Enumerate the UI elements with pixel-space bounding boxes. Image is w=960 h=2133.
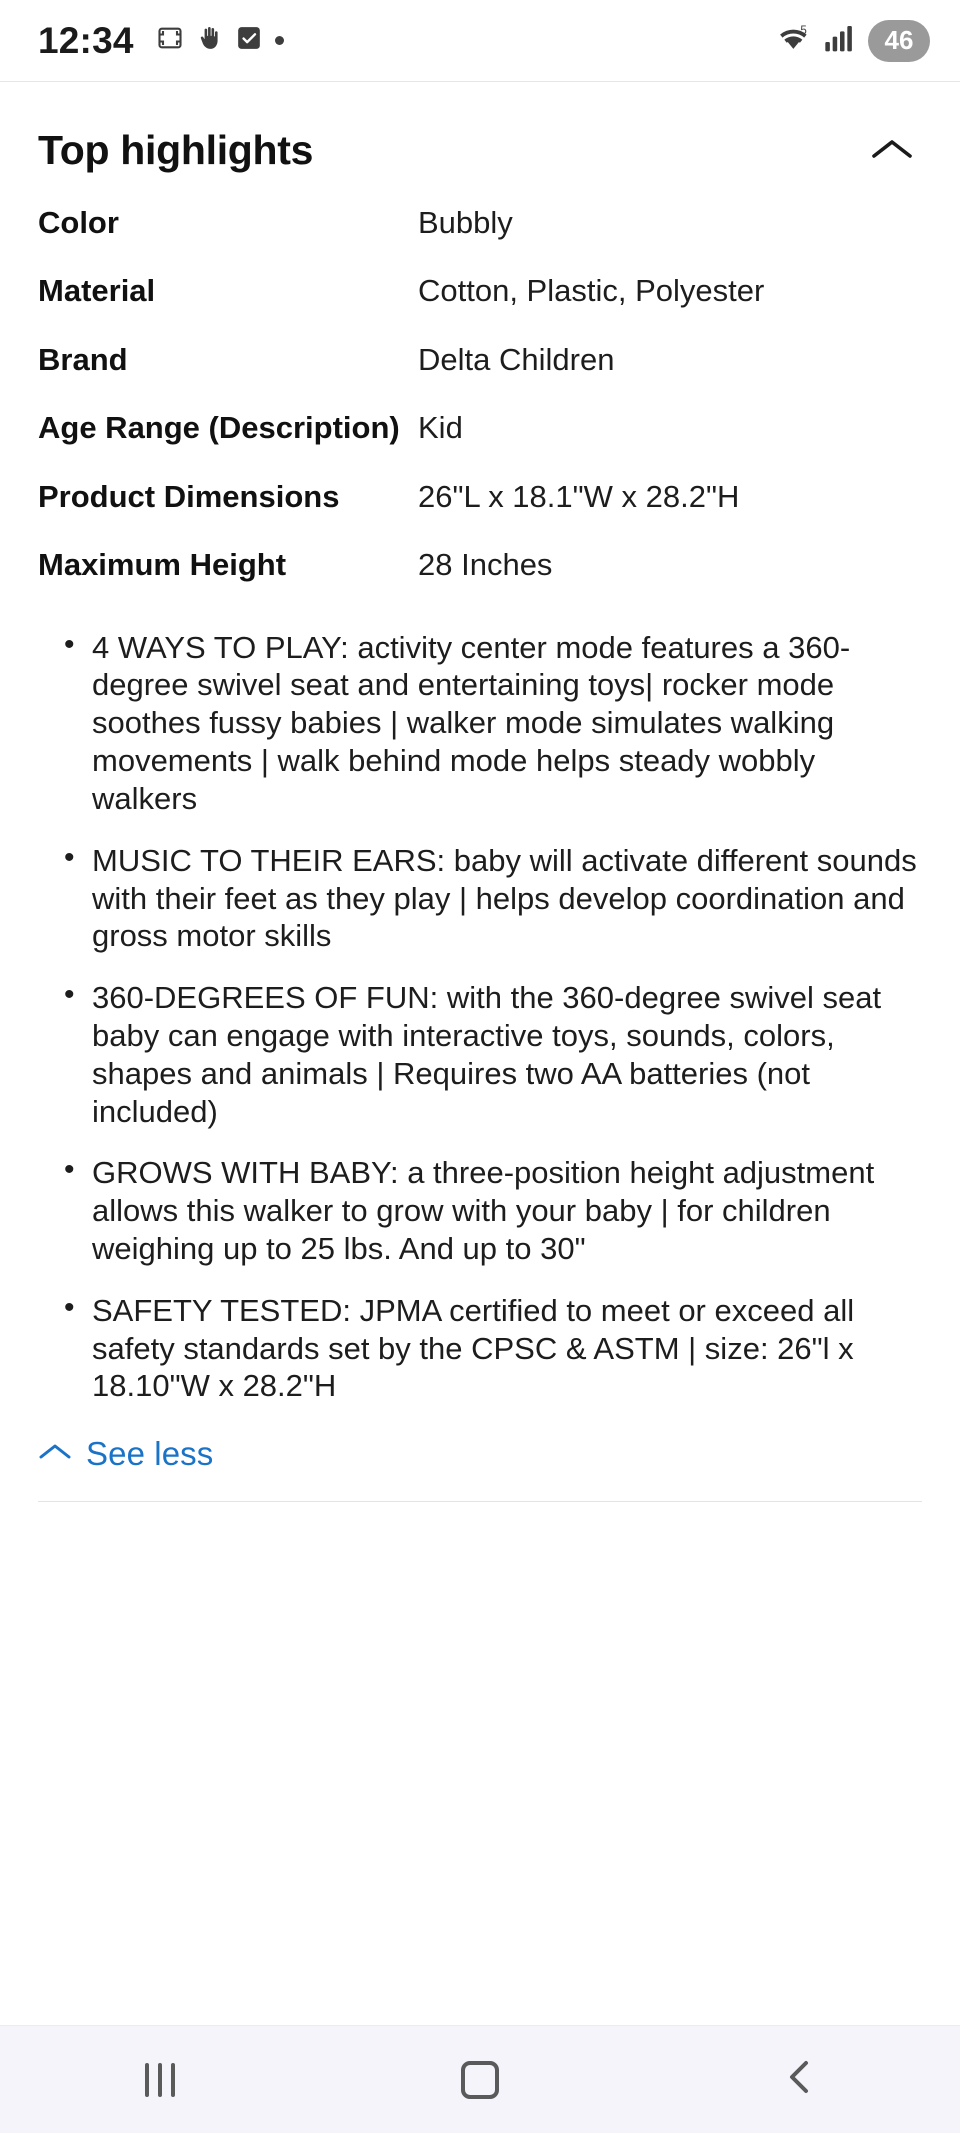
wifi-icon xyxy=(776,23,812,58)
status-notification-icons xyxy=(156,24,284,57)
status-bar-right xyxy=(776,20,930,62)
recents-icon xyxy=(145,2063,175,2097)
back-chevron-icon xyxy=(782,2055,818,2104)
feature-bullet-list xyxy=(38,629,922,1406)
status-bar-left xyxy=(38,20,284,62)
battery-indicator: 46 xyxy=(868,20,930,62)
recents-button[interactable] xyxy=(100,2040,220,2120)
spec-value: Kid xyxy=(418,410,463,446)
chevron-up-icon xyxy=(38,1441,72,1468)
table-row xyxy=(38,409,922,477)
table-row xyxy=(38,204,922,272)
specifications-table xyxy=(38,204,922,585)
see-less-button[interactable] xyxy=(38,1435,922,1497)
spec-value: 26"L x 18.1"W x 28.2"H xyxy=(418,478,740,514)
list-item: • 360-DEGREES OF FUN: with the 360-degree swivel seat baby can engage with interactive toys, sounds, colors, shapes and animals | Requires two AA batteries (not included) xyxy=(60,979,922,1130)
status-bar xyxy=(0,0,960,82)
top-highlights-header[interactable] xyxy=(38,82,922,204)
spec-value: Cotton, Plastic, Polyester xyxy=(418,273,765,309)
signal-bars-icon xyxy=(824,23,856,58)
dot-icon xyxy=(275,36,284,45)
home-icon xyxy=(461,2061,499,2099)
spec-value: Bubbly xyxy=(418,205,513,240)
table-row xyxy=(38,272,922,340)
checkbox-icon xyxy=(236,25,262,56)
system-navigation-bar xyxy=(0,2025,960,2133)
spec-key: Color xyxy=(38,205,119,240)
svg-text:5: 5 xyxy=(800,25,807,38)
chevron-up-icon[interactable] xyxy=(868,126,916,174)
list-item: • 4 WAYS TO PLAY: activity center mode features a 360-degree swivel seat and entertaining toys| rocker mode soothes fussy babies | walker mode simulates walking movements | walk behind mode helps steady wobbly walkers xyxy=(60,629,922,818)
screenshot-capture-icon xyxy=(156,24,184,57)
spec-key: Material xyxy=(38,273,156,309)
see-less-label: See less xyxy=(86,1435,214,1473)
page-title: Top highlights xyxy=(38,126,314,173)
table-row xyxy=(38,546,922,584)
list-item: • GROWS WITH BABY: a three-position height adjustment allows this walker to grow with your baby | for children weighing up to 25 lbs. And up to 30" xyxy=(60,1154,922,1267)
list-item: • MUSIC TO THEIR EARS: baby will activate different sounds with their feet as they play | helps develop coordination and gross motor skills xyxy=(60,842,922,955)
table-row xyxy=(38,478,922,546)
status-clock: 12:34 xyxy=(38,19,134,61)
section-divider xyxy=(38,1501,922,1502)
home-button[interactable] xyxy=(420,2040,540,2120)
main-content xyxy=(0,82,960,2025)
back-button[interactable] xyxy=(740,2040,860,2120)
spec-value: Delta Children xyxy=(418,341,615,377)
table-row xyxy=(38,341,922,409)
spec-key: Age Range (Description) xyxy=(38,410,400,446)
spec-key: Maximum Height xyxy=(38,547,287,583)
spec-key: Product Dimensions xyxy=(38,478,340,514)
hand-gesture-icon xyxy=(197,24,223,57)
spec-value: 28 Inches xyxy=(418,547,553,583)
spec-key: Brand xyxy=(38,341,128,377)
list-item: • SAFETY TESTED: JPMA certified to meet or exceed all safety standards set by the CPSC & ASTM | size: 26"l x 18.10"W x 28.2"H xyxy=(60,1292,922,1405)
